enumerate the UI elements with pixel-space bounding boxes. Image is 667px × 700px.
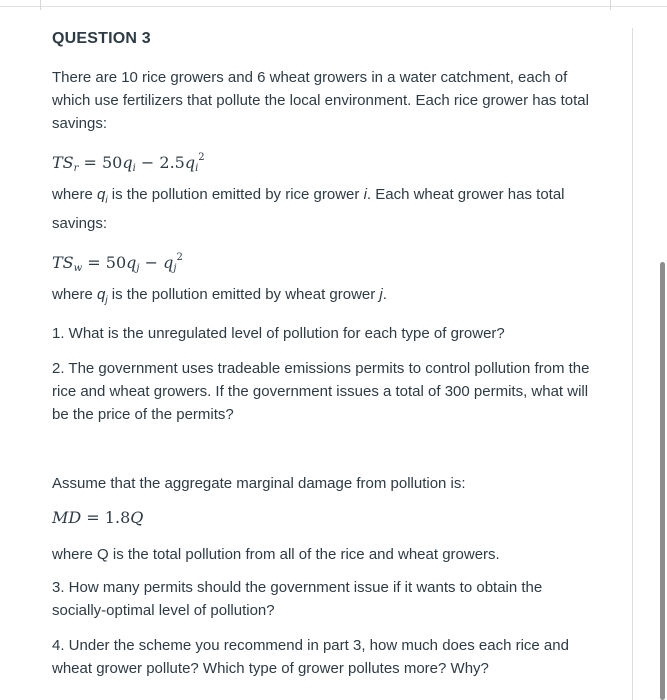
question-part-4: 4. Under the scheme you recommend in part 3, how much does each rice and wheat grower pollute? Which type of grower pollutes more? Why?	[52, 637, 569, 677]
question-content	[52, 30, 592, 692]
left-tick-mark	[40, 0, 41, 10]
spacer	[52, 438, 592, 472]
scrollbar-thumb[interactable]	[660, 262, 665, 700]
wheat-savings-equation: $TS_w = 50q_j - q_j^2$	[52, 252, 183, 274]
wheat-where-paragraph: where $q_j$ is the pollution emitted by wheat grower j.	[52, 286, 387, 306]
rice-savings-equation: $TS_r = 50q_i - 2.5q_i^2$	[52, 152, 205, 174]
intro-paragraph: There are 10 rice growers and 6 wheat growers in a water catchment, each of which use fertilizers that pollute the local environment. Each rice grower has total savings:	[52, 69, 589, 132]
right-tick-mark	[610, 0, 611, 10]
question-title: QUESTION 3	[52, 30, 151, 47]
rice-where-paragraph: where $q_i$ is the pollution emitted by rice grower i. Each wheat grower has total savings:	[52, 186, 565, 232]
top-divider	[0, 0, 667, 7]
question-part-2: 2. The government uses tradeable emissions permits to control pollution from the rice and wheat growers. If the government issues a total of 300 permits, what will be the price of the permits?	[52, 360, 590, 423]
marginal-damage-intro: Assume that the aggregate marginal damage from pollution is:	[52, 475, 466, 492]
marginal-damage-equation: MD = 1.8Q	[52, 508, 144, 527]
question-part-1: 1. What is the unregulated level of pollution for each type of grower?	[52, 325, 505, 342]
marginal-damage-where: where Q is the total pollution from all of the rice and wheat growers.	[52, 546, 500, 563]
question-part-3: 3. How many permits should the government issue if it wants to obtain the socially-optimal level of pollution?	[52, 579, 543, 619]
question-panel-border	[632, 28, 633, 700]
